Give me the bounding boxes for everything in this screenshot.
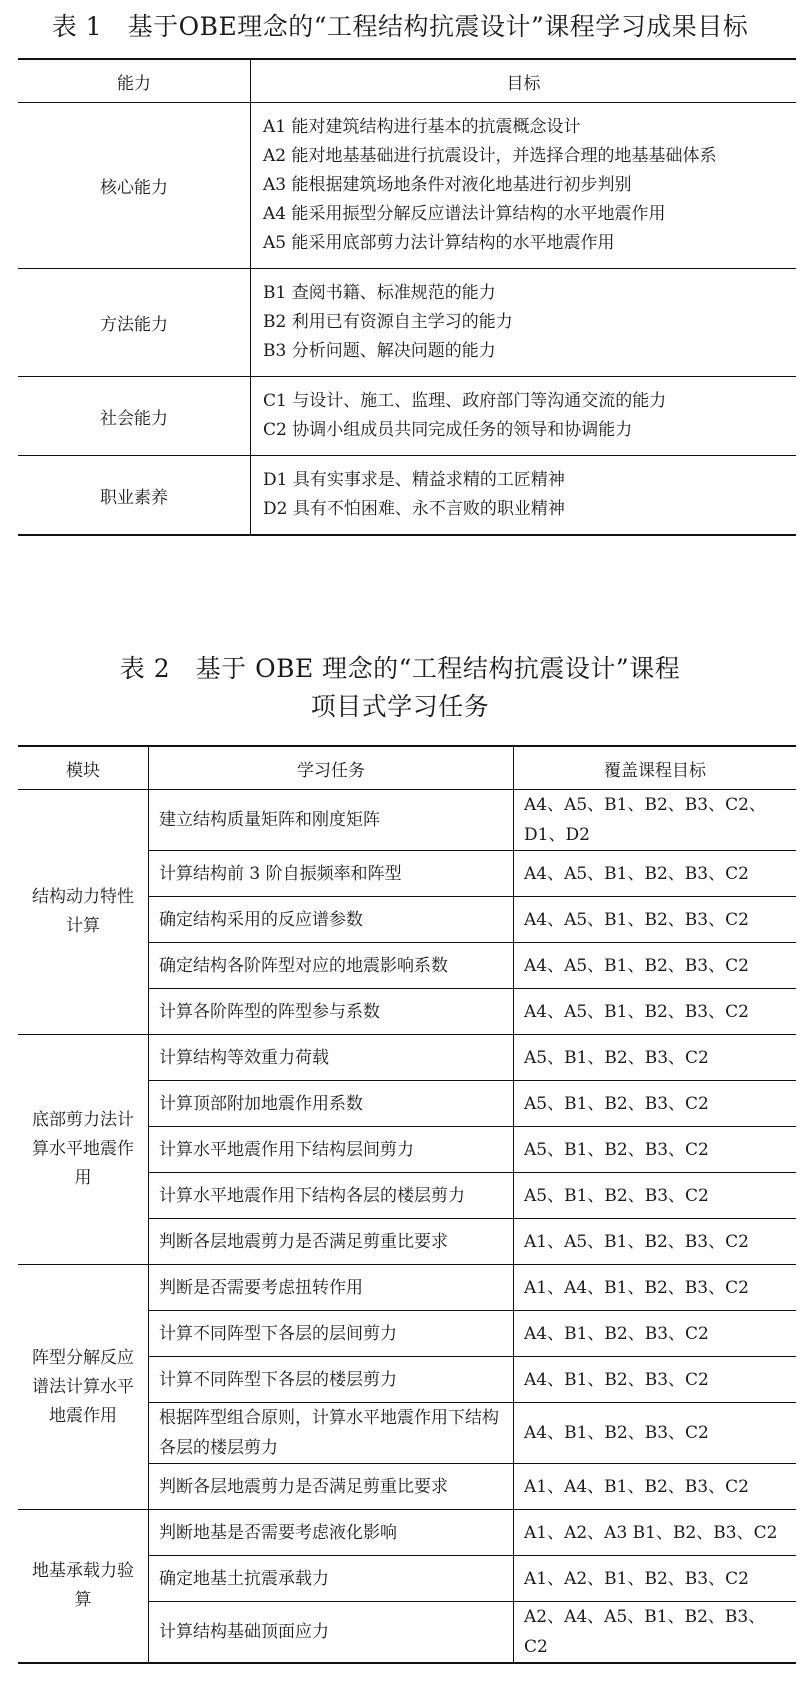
task-cell: 计算各阶阵型的阵型参与系数: [149, 989, 514, 1035]
goal-item: A5 能采用底部剪力法计算结构的水平地震作用: [263, 233, 615, 253]
goal-cell: [251, 377, 797, 456]
outcome-goals-table: [18, 58, 796, 536]
ability-cell: 社会能力: [18, 377, 251, 456]
cover-cell: A1、A5、B1、B2、B3、C2: [514, 1219, 797, 1265]
table-row: [18, 103, 796, 269]
task-cell: 计算结构前 3 阶自振频率和阵型: [149, 851, 514, 897]
goal-item: D1 具有实事求是、精益求精的工匠精神: [263, 470, 565, 490]
goal-item: D2 具有不怕困难、永不言败的职业精神: [263, 499, 565, 519]
goal-item: A4 能采用振型分解反应谱法计算结构的水平地震作用: [263, 204, 666, 224]
cover-cell: A1、A4、B1、B2、B3、C2: [514, 1464, 797, 1510]
cover-cell: A4、A5、B1、B2、B3、C2: [514, 943, 797, 989]
task-cell: 计算水平地震作用下结构各层的楼层剪力: [149, 1173, 514, 1219]
task-cell: 计算顶部附加地震作用系数: [149, 1081, 514, 1127]
task-cell: 判断各层地震剪力是否满足剪重比要求: [149, 1219, 514, 1265]
goal-item: A3 能根据建筑场地条件对液化地基进行初步判别: [263, 175, 632, 195]
task-cell: 根据阵型组合原则，计算水平地震作用下结构各层的楼层剪力: [149, 1403, 514, 1464]
cover-cell: A5、B1、B2、B3、C2: [514, 1173, 797, 1219]
task-cell: 确定结构各阶阵型对应的地震影响系数: [149, 943, 514, 989]
goal-item: C1 与设计、施工、监理、政府部门等沟通交流的能力: [263, 391, 667, 411]
cover-cell: A4、B1、B2、B3、C2: [514, 1403, 797, 1464]
task-cell: 判断地基是否需要考虑液化影响: [149, 1510, 514, 1556]
table-row: [18, 456, 796, 536]
cover-cell: A4、A5、B1、B2、B3、C2: [514, 851, 797, 897]
cover-cell: A5、B1、B2、B3、C2: [514, 1081, 797, 1127]
header-goal: 目标: [251, 59, 797, 103]
goal-item: A2 能对地基基础进行抗震设计，并选择合理的地基基础体系: [263, 146, 717, 166]
table2-caption-line2: 项目式学习任务: [310, 692, 490, 721]
table-header-row: [18, 746, 796, 790]
task-cell: 建立结构质量矩阵和刚度矩阵: [149, 790, 514, 851]
table-row: [18, 1265, 796, 1311]
cover-cell: A2、A4、A5、B1、B2、B3、C2: [524, 1607, 766, 1657]
goal-cell: [251, 103, 797, 269]
cover-cell: A1、A2、B1、B2、B3、C2: [514, 1556, 797, 1602]
module-cell: 结构动力特性计算: [18, 790, 149, 1035]
table-header-row: [18, 59, 796, 103]
table-row: [18, 269, 796, 377]
task-cell: 确定地基土抗震承载力: [149, 1556, 514, 1602]
table2-caption-line1: 表 2 基于 OBE 理念的“工程结构抗震设计”课程: [119, 654, 681, 683]
project-tasks-table: [18, 745, 796, 1664]
cover-cell: A4、A5、B1、B2、B3、C2: [514, 897, 797, 943]
task-cell: 计算水平地震作用下结构层间剪力: [149, 1127, 514, 1173]
module-cell: 阵型分解反应谱法计算水平地震作用: [18, 1265, 149, 1510]
cover-cell: A4、A5、B1、B2、B3、C2、D1、D2: [514, 790, 797, 851]
goal-item: B2 利用已有资源自主学习的能力: [263, 312, 513, 332]
cover-cell: A5、B1、B2、B3、C2: [514, 1127, 797, 1173]
table-row: [18, 1510, 796, 1556]
header-cover: 覆盖课程目标: [514, 746, 797, 790]
goal-item: A1 能对建筑结构进行基本的抗震概念设计: [263, 117, 581, 137]
task-cell: 判断是否需要考虑扭转作用: [149, 1265, 514, 1311]
task-cell: 判断各层地震剪力是否满足剪重比要求: [149, 1464, 514, 1510]
goal-cell: [251, 269, 797, 377]
ability-cell: 职业素养: [18, 456, 251, 536]
ability-cell: 核心能力: [18, 103, 251, 269]
module-cell: 底部剪力法计算水平地震作用: [18, 1035, 149, 1265]
cover-cell: A4、B1、B2、B3、C2: [514, 1357, 797, 1403]
table-row: [18, 1035, 796, 1081]
goal-item: B3 分析问题、解决问题的能力: [263, 341, 496, 361]
task-cell: 计算结构基础顶面应力: [149, 1602, 514, 1664]
goal-item: B1 查阅书籍、标准规范的能力: [263, 283, 496, 303]
ability-cell: 方法能力: [18, 269, 251, 377]
table-row: [18, 790, 796, 851]
goal-cell: [251, 456, 797, 536]
goal-item: C2 协调小组成员共同完成任务的领导和协调能力: [263, 420, 633, 440]
cover-cell: A4、A5、B1、B2、B3、C2: [514, 989, 797, 1035]
cover-cell: A5、B1、B2、B3、C2: [514, 1035, 797, 1081]
task-cell: 确定结构采用的反应谱参数: [149, 897, 514, 943]
table2-caption: [0, 650, 800, 726]
task-cell: 计算结构等效重力荷载: [149, 1035, 514, 1081]
header-ability: 能力: [18, 59, 251, 103]
header-module: 模块: [18, 746, 149, 790]
table-row: [18, 377, 796, 456]
table1-caption: 表 1 基于OBE理念的“工程结构抗震设计”课程学习成果目标: [51, 12, 749, 41]
module-cell: 地基承载力验算: [18, 1510, 149, 1664]
cover-cell: A4、B1、B2、B3、C2: [514, 1311, 797, 1357]
header-task: 学习任务: [149, 746, 514, 790]
task-cell: 计算不同阵型下各层的层间剪力: [149, 1311, 514, 1357]
task-cell: 计算不同阵型下各层的楼层剪力: [149, 1357, 514, 1403]
cover-cell: A1、A2、A3 B1、B2、B3、C2: [514, 1510, 797, 1556]
cover-cell: A1、A4、B1、B2、B3、C2: [514, 1265, 797, 1311]
